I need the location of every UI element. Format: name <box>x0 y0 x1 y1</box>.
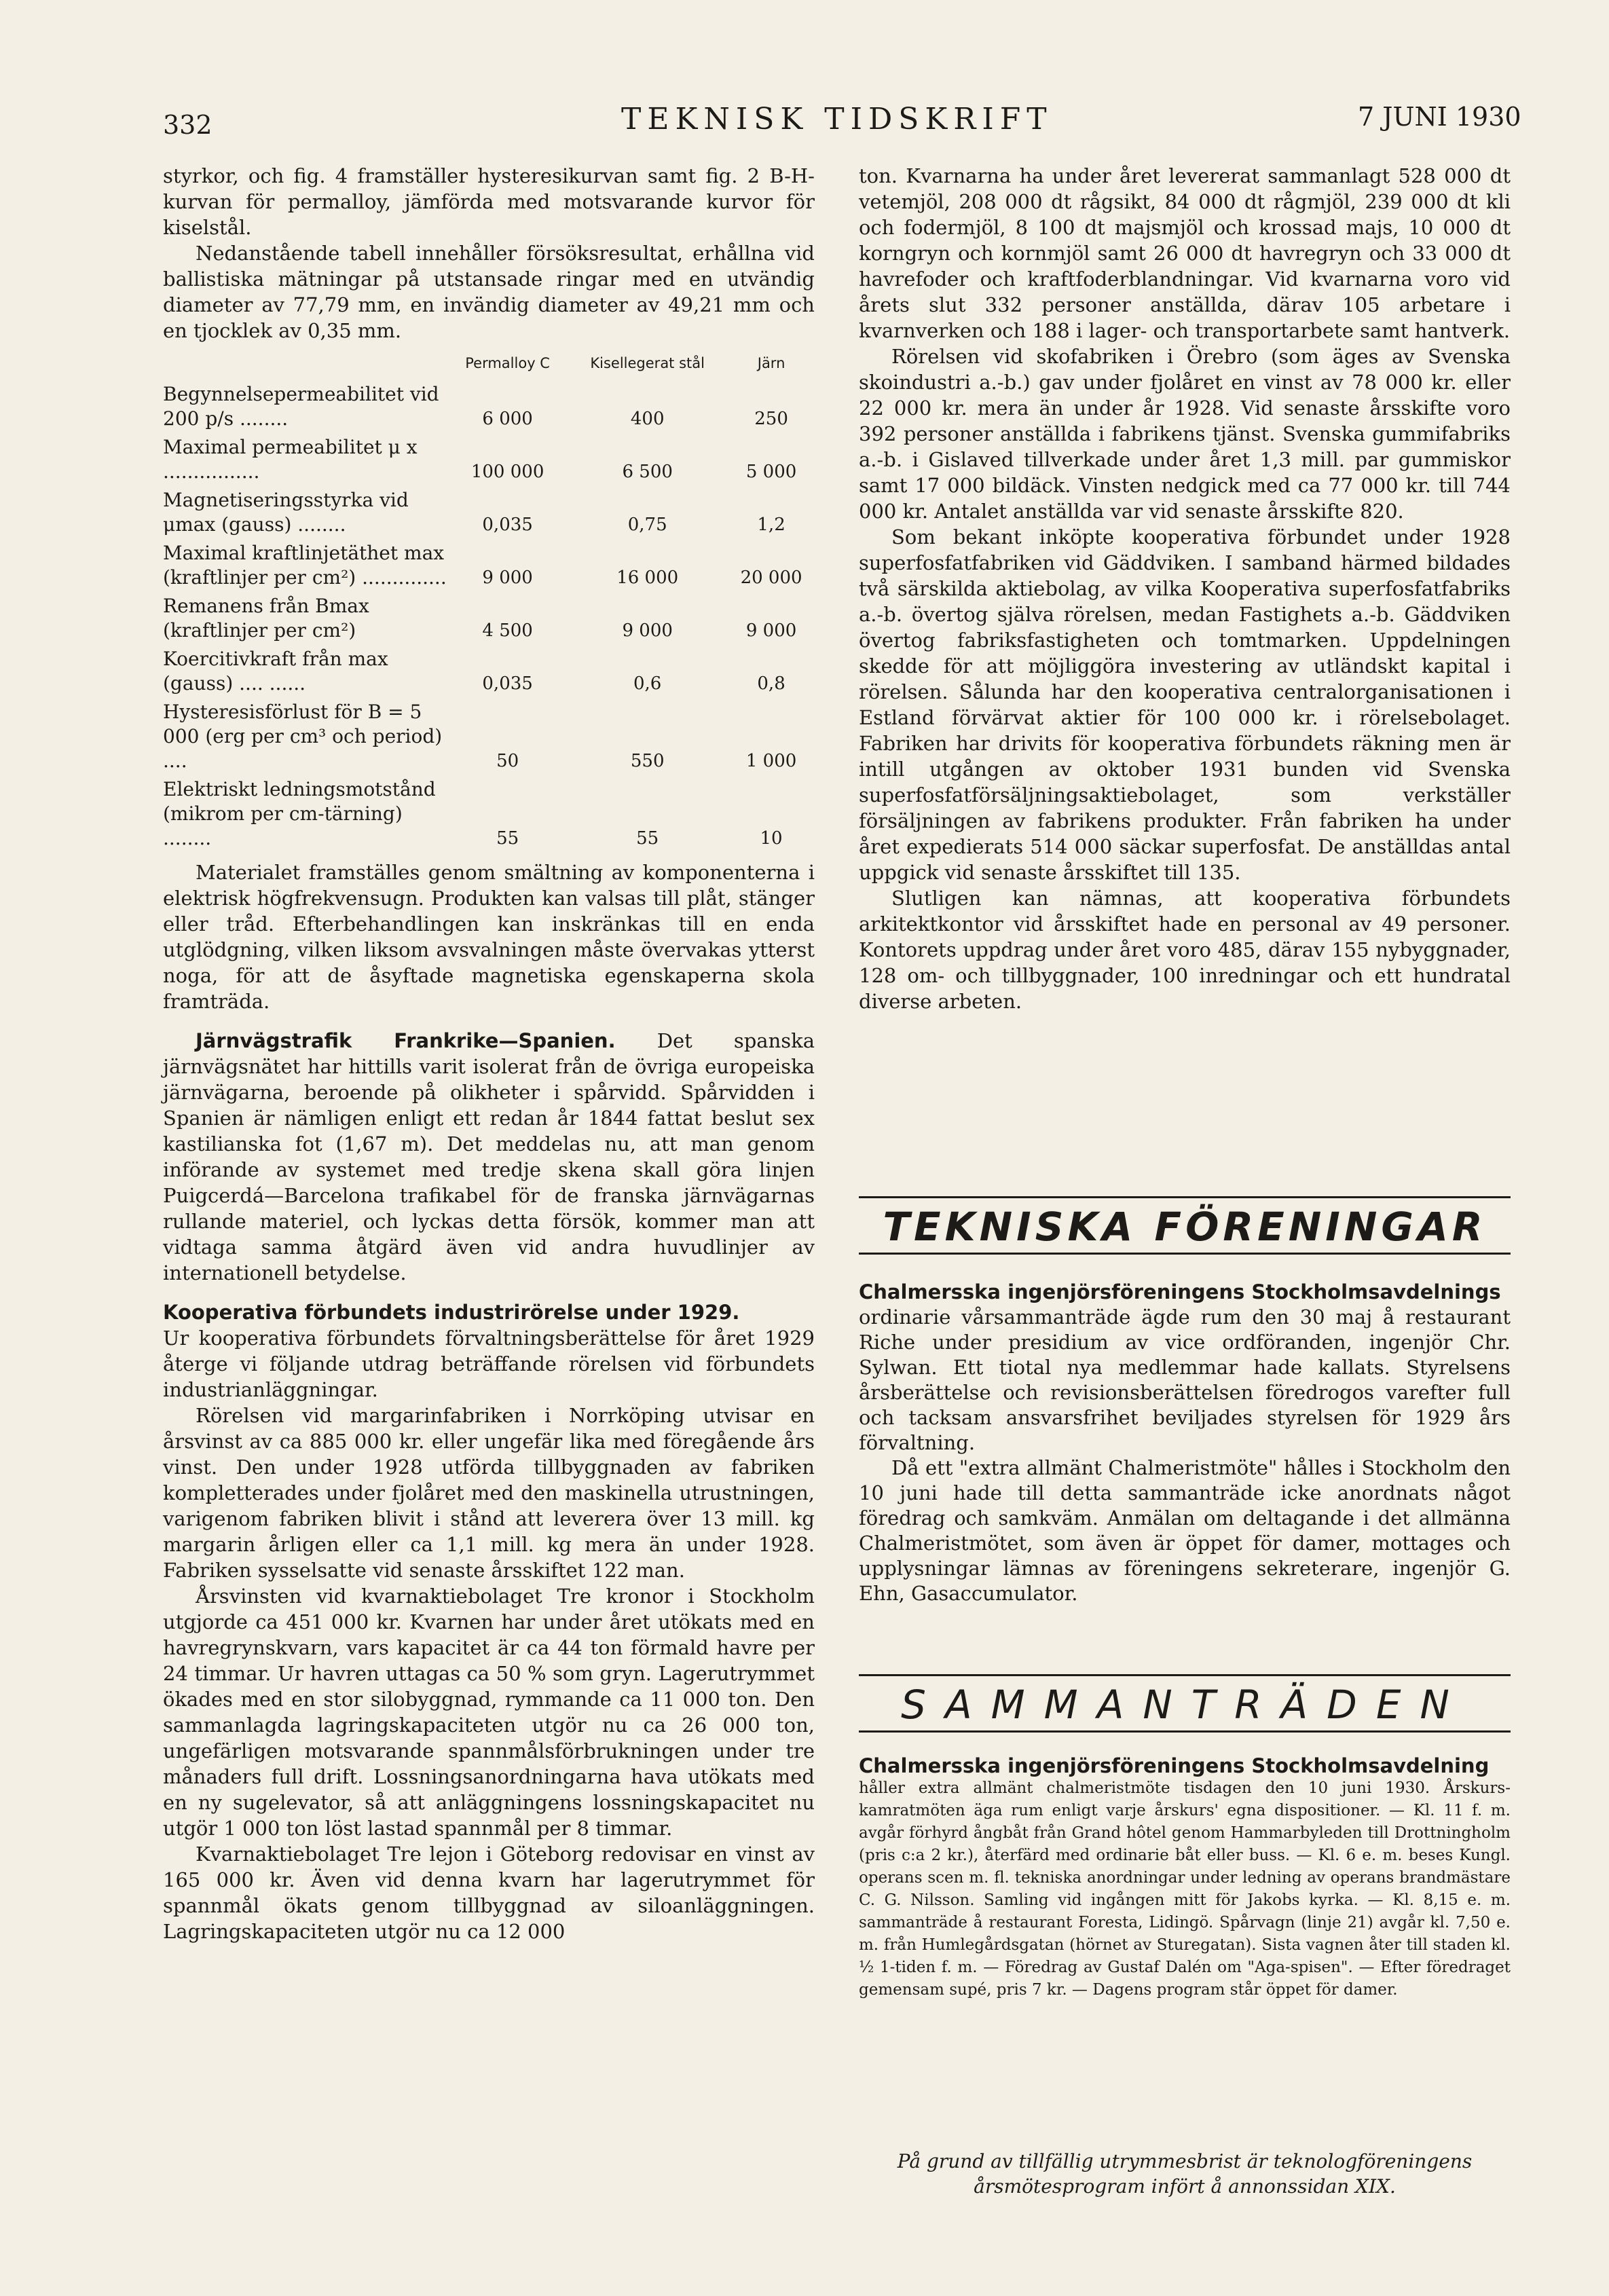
cell: 6 500 <box>622 462 673 482</box>
cell: 0,035 <box>482 515 533 535</box>
table-row <box>163 380 815 433</box>
article-cooperative-heading <box>163 1299 815 1325</box>
row-label: Elektriskt ledningsmotstånd (mikrom per cm-tärning) ........ <box>163 778 436 849</box>
cell: 0,035 <box>482 673 533 694</box>
cell: 0,6 <box>633 673 662 694</box>
paragraph: Rörelsen vid skofabriken i Örebro (som äges av Svenska skoindustri a.-b.) gav under fjolåret en vinst av 78 000 kr. eller 22 000 kr. mera än under år 1928. Vid senaste årsskifte voro 392 personer anställda i fabrikens tjänst. Svenska gummifabriks a.-b. i Gislaved tillverkade under året 1,3 mill. par gummiskor samt 17 000 bildäck. Vinsten nedgick med ca 77 000 kr. till 744 000 kr. Antalet anställda var vid senaste årsskifte 820. <box>859 345 1511 523</box>
cell: 400 <box>630 409 665 429</box>
paragraph: Kvarnaktiebolaget Tre lejon i Göteborg redovisar en vinst av 165 000 kr. Även vid denna kvarn har lagerutrymmet för spannmål ökats genom tillbyggnad av siloanläggningen. Lagringskapaciteten utgör nu ca 12 000 <box>163 1843 815 1943</box>
article-heading: Kooperativa förbundets industrirörelse under 1929. <box>163 1301 740 1324</box>
cell: 55 <box>496 828 519 849</box>
banner-title: SAMMANTRÄDEN <box>901 1682 1468 1728</box>
paragraph: Årsvinsten vid kvarnaktiebolaget Tre kronor i Stockholm utgjorde ca 451 000 kr. Kvarnen har under året utökats med en havregrynskvarn, vars kapacitet är ca 44 ton förmald havre per 24 timmar. Ur havren uttagas ca 50 % som gryn. Lagerutrymmet ökades med en stor silobyggnad, rymmande ca 11 000 ton. Den sammanlagda lagringskapaciteten utgör nu ca 26 000 ton, ungefärligen motsvarande spannmålsförbrukningen under tre månaders full drift. Lossningsanordningarna hava utökats med en ny sugelevator, så att anläggningens lossningskapacitet nu utgör 1 000 ton löst lastad spannmål per 8 timmar. <box>163 1585 815 1840</box>
left-column <box>163 163 815 1944</box>
cell: 1 000 <box>745 751 797 771</box>
paragraph: Ur kooperativa förbundets förvaltningsberättelse för året 1929 återge vi följande utdrag beträffande rörelsen vid förbundets industrianläggningar. <box>163 1327 815 1401</box>
table-row <box>163 486 815 539</box>
paragraph: Då ett "extra allmänt Chalmeristmöte" hålles i Stockholm den 10 juni hade till detta sammanträde icke anordnats något föredrag och samkväm. Anmälan om deltagande i det allmänna Chalmeristmötet, som även är öppet för damer, mottages och upplysningar lämnas av föreningens sekreterare, ingenjör G. Ehn, Gasaccumulator. <box>859 1456 1511 1605</box>
page-number: 332 <box>163 110 212 140</box>
table-row <box>163 775 815 853</box>
footnote: På grund av tillfällig utrymmesbrist är teknologföreningens årsmötesprogram infört å annonssidan XIX. <box>897 2150 1473 2198</box>
paragraph: Rörelsen vid margarinfabriken i Norrköping utvisar en årsvinst av ca 885 000 kr. eller ungefär lika med föregående års vinst. Den under 1928 utförda tillbyggnaden av fabriken kompletterades under fjolåret med den maskinella utrustningen, varigenom fabriken blivit i stånd att leverera över 13 mill. kg margarin årligen eller ca 1,1 mill. kg mera än under 1928. Fabriken sysselsatte vid senaste årsskiftet 122 man. <box>163 1404 815 1582</box>
cell: 250 <box>754 409 788 429</box>
table-header-row <box>163 348 815 380</box>
right-column <box>859 163 1511 1014</box>
cell: 9 000 <box>622 621 673 641</box>
running-header <box>0 102 1609 143</box>
cell: 1,2 <box>757 515 785 535</box>
table-header <box>163 348 448 380</box>
row-label: Koercitivkraft från max (gauss) .... ...... <box>163 648 388 695</box>
cell: 16 000 <box>616 568 679 588</box>
section-banner-societies <box>859 1196 1511 1255</box>
cell: 20 000 <box>740 568 802 588</box>
cell: 9 000 <box>745 621 797 641</box>
row-label: Maximal kraftlinjetäthet max (kraftlinjer per cm²) .............. <box>163 542 447 589</box>
article-heading: Järnvägstrafik Frankrike—Spanien. <box>196 1029 616 1052</box>
table-header: Kisellegerat stål <box>590 355 705 371</box>
notice-heading: Chalmersska ingenjörsföreningens Stockholmsavdelnings <box>859 1280 1501 1303</box>
paragraph: Materialet framställes genom smältning av komponenterna i elektrisk högfrekvensugn. Produkten kan valsas till plåt, stänger eller tråd. Efterbehandlingen kan inskränkas till en enda utglödgning, vilken liksom avsvalningen måste övervakas ytterst noga, för att de åsyftade magnetiska egenskaperna skola framträda. <box>163 861 815 1013</box>
paragraph: håller extra allmänt chalmeristmöte tisdagen den 10 juni 1930. Årskurs-kamratmöten äga rum enligt varje årskurs' egna dispositioner. — Kl. 11 f. m. avgår förhyrd ångbåt från Grand hôtel genom Hammarbyleden till Drottningholm (pris c:a 2 kr.), återfärd med ordinarie båt eller buss. — Kl. 6 e. m. beses Kungl. operans scen m. fl. tekniska anordningar under ledning av operans brandmästare C. G. Nilsson. Samling vid ingången mitt för Jakobs kyrka. — Kl. 8,15 e. m. sammanträde å restaurant Foresta, Lidingö. Spårvagn (linje 21) avgår kl. 7,50 e. m. från Humlegårdsgatan (hörnet av Sturegatan). Sista vagnen åter till staden kl. ½ 1-tiden f. m. — Föredrag av Gustaf Dalén om "Aga-spisen". — Efter föredraget gemensam supé, pris 7 kr. — Dagens program står öppet för damer. <box>859 1779 1511 1999</box>
table-row <box>163 592 815 645</box>
article-text: Det spanska järnvägsnätet har hittills varit isolerat från de övriga europeiska järnvägarna, beroende på olikheter i spårvidd. Spårvidden i Spanien är nämligen enligt ett redan år 1844 fattat beslut sex kastilianska fot (1,67 m). Det meddelas nu, att man genom införande av systemet med tredje skena skall göra linjen Puigcerdá—Barcelona trafikabel för de franska järnvägarnas rullande materiel, och lyckas detta försök, kommer man att vidtaga samma åtgärd även vid andra huvudlinjer av internationell betydelse. <box>163 1029 815 1284</box>
table-row <box>163 698 815 775</box>
paragraph: Nedanstående tabell innehåller försöksresultat, erhållna vid ballistiska mätningar på utstansade ringar med en utvändig diameter av 77,79 mm, en invändig diameter av 49,21 mm och en tjocklek av 0,35 mm. <box>163 242 815 342</box>
row-label: Begynnelsepermeabilitet vid 200 p/s ........ <box>163 383 439 430</box>
cell: 0,75 <box>627 515 667 535</box>
paragraph: ton. Kvarnarna ha under året levererat sammanlagt 528 000 dt vetemjöl, 208 000 dt rågsikt, 84 000 dt rågmjöl, 239 000 dt kli och fodermjöl, 8 100 dt majsmjöl och krossad majs, 10 000 dt korngryn och kornmjöl samt 26 000 dt havregryn och 33 000 dt havrefoder och kraftfoderblandningar. Vid kvarnarna voro vid årets slut 332 personer anställda, därav 105 arbetare i kvarnverken och 188 i lager- och transportarbete samt hantverk. <box>859 164 1511 342</box>
paragraph: styrkor, och fig. 4 framställer hysteresikurvan samt fig. 2 B-H-kurvan för permalloy, jämförda med motsvarande kurvor för kiselstål. <box>163 164 815 239</box>
rule <box>859 1730 1511 1733</box>
cell: 550 <box>630 751 665 771</box>
table-row <box>163 645 815 698</box>
table-header: Järn <box>757 355 785 371</box>
article-railway <box>163 1028 815 1286</box>
table-header: Permalloy C <box>465 355 550 371</box>
cell: 100 000 <box>470 462 544 482</box>
paragraph: Som bekant inköpte kooperativa förbundet under 1928 superfosfatfabriken vid Gäddviken. I samband härmed bildades två särskilda aktiebolag, av vilka Kooperativa superfosfatfabriks a.-b. övertog själva rörelsen, medan Fastighets a.-b. Gäddviken övertog fabriksfastigheten och tomtmarken. Uppdelningen skedde för att möjliggöra investering av utländskt kapital i rörelsen. Sålunda har den kooperativa centralorganisationen i Estland förvärvat aktier för 100 000 kr. i rörelsebolaget. Fabriken har drivits för kooperativa förbundets räkning men är intill utgången av oktober 1931 bunden vid Svenska superfosfatförsäljningsaktiebolaget, som verkställer försäljningen av fabrikens produkter. Från fabriken ha under året expedierats 514 000 säckar superfosfat. De anställdas antal uppgick vid senaste årsskiftet till 135. <box>859 525 1511 884</box>
table-row <box>163 539 815 592</box>
meetings-notice <box>859 1755 1511 2001</box>
cell: 5 000 <box>745 462 797 482</box>
row-label: Magnetiseringsstyrka vid μmax (gauss) ........ <box>163 489 409 536</box>
journal-title: TEKNISK TIDSKRIFT <box>621 102 1053 136</box>
paragraph: ordinarie vårsammanträde ägde rum den 30 maj å restaurant Riche under presidium av vice ordföranden, ingenjör Chr. Sylwan. Ett tiotal nya medlemmar hade kallats. Styrelsens årsberättelse och revisionsberättelsen föredrogos varefter full och tacksam ansvarsfrihet beviljades styrelsen för 1929 års förvaltning. <box>859 1306 1511 1454</box>
issue-date: 7 JUNI 1930 <box>1358 102 1521 132</box>
row-label: Maximal permeabilitet μ x ................ <box>163 436 418 483</box>
cell: 10 <box>760 828 783 849</box>
paragraph: Slutligen kan nämnas, att kooperativa förbundets arkitektkontor vid årsskiftet hade en personal av 49 personer. Kontorets uppdrag under året voro 485, därav 155 nybyggnader, 128 om- och tillbyggnader, 100 inredningar och ett hundratal diverse arbeten. <box>859 887 1511 1013</box>
section-banner-meetings <box>859 1674 1511 1733</box>
cell: 50 <box>496 751 519 771</box>
table-row <box>163 433 815 486</box>
cell: 9 000 <box>482 568 533 588</box>
cell: 0,8 <box>757 673 785 694</box>
cell: 4 500 <box>482 621 533 641</box>
rule <box>859 1253 1511 1255</box>
societies-notice <box>859 1280 1511 1606</box>
cell: 55 <box>636 828 659 849</box>
banner-title: TEKNISKA FÖRENINGAR <box>883 1204 1487 1250</box>
cell: 6 000 <box>482 409 533 429</box>
permeability-table <box>163 348 815 853</box>
row-label: Hysteresisförlust för B = 5 000 (erg per cm³ och period) .... <box>163 701 443 772</box>
notice-heading: Chalmersska ingenjörsföreningens Stockholmsavdelning <box>859 1754 1490 1777</box>
row-label: Remanens från Bmax (kraftlinjer per cm²) <box>163 595 369 642</box>
